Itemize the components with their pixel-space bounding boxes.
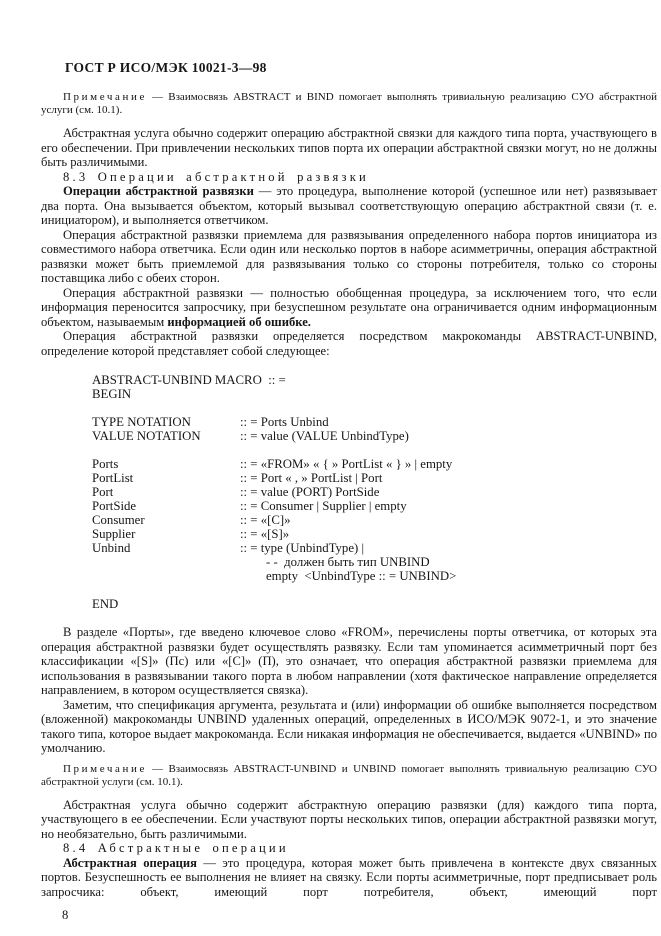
macro-definition: :: = value (VALUE UnbindType) (240, 429, 409, 443)
macro-term: Unbind (92, 541, 131, 555)
macro-productions-group (92, 457, 657, 583)
macro-notation-group (92, 415, 657, 443)
macro-term: TYPE NOTATION (92, 415, 191, 429)
section-heading-8-3: 8.3 Операции абстрактной развязки (63, 169, 369, 184)
macro-title-line: ABSTRACT-UNBIND MACRO :: = (92, 373, 286, 387)
paragraph-unbind-applicability: Операция абстрактной развязки приемлема для развязывания определенного набора портов инициатора из совместимого набора ответчика. Если один или несколько портов в наборе асимметричны, операция абстрактной развязки может быть приемлемой для развязывания только со стороны потребителя, только со стороны поставщика либо с обеих сторон. (41, 227, 657, 285)
macro-term: VALUE NOTATION (92, 429, 201, 443)
macro-definition: :: = type (UnbindType) | (240, 541, 365, 555)
asn1-macro-block (92, 373, 657, 611)
paragraph-macro-intro: Операция абстрактной развязки определяется посредством макрокоманды ABSTRACT-UNBIND, определение которой представляет собой следующее: (41, 329, 657, 358)
macro-definition: :: = «[S]» (240, 527, 290, 541)
paragraph-text: — это процедура, которая может быть привлечена в контексте двух связанных портов. Безуспешность ее выполнения не влияет на связку. Если порты асимметричные, порт предписывает роль запросчика: объект, имеющий порт потребителя, объект, имеющий порт (41, 855, 657, 899)
paragraph-text: — это процедура, выполнение которой (успешное или нет) развязывает два порта. Она вызывается объектом, который вызывал соответствующую операцию абстрактной связи (т. е. инициатором), и выполняется ответчиком. (41, 184, 657, 227)
page-number: 8 (62, 908, 69, 922)
note-abstract-bind (41, 91, 657, 117)
macro-term (92, 555, 240, 569)
section-heading-8-4: 8.4 Абстрактные операции (63, 841, 289, 855)
macro-definition: :: = value (PORT) PortSide (240, 485, 380, 499)
macro-row (92, 527, 657, 541)
text-block (41, 60, 657, 923)
macro-term: Ports (92, 457, 119, 471)
note-text: — Взаимосвязь ABSTRACT-UNBIND и UNBIND помогает выполнять тривиальную реализацию СУО абстрактной услуги (см. 10.1). (41, 762, 657, 788)
term-unbind-operations: Операции абстрактной развязки (63, 184, 254, 198)
macro-term: Supplier (92, 527, 136, 541)
macro-row (92, 457, 657, 471)
paragraph-spec-note: Заметим, что спецификация аргумента, результата и (или) информации об ошибке выполняется посредством (вложенной) макрокоманды UNBIND удаленных операций, определенных в ИСО/МЭК 9072-1, и это значение такого типа, которое выдает макрокоманда. Если никакая информация не обеспечивается, выдается «UNBIND» по умолчанию. (41, 697, 657, 755)
macro-definition: :: = Consumer | Supplier | empty (240, 499, 407, 513)
macro-comment-line: - - должен быть тип UNBIND (266, 555, 430, 569)
paragraph-bind-service: Абстрактная услуга обычно содержит операцию абстрактной связки для каждого типа порта, участвующего в его обеспечении. При привлечении нескольких типов порта их операции абстрактной связки могут, но не должны быть различимыми. (41, 126, 657, 169)
macro-row (92, 513, 657, 527)
paragraph-unbind-definition (41, 184, 657, 228)
macro-definition: :: = «FROM» « { » PortList « } » | empty (240, 457, 453, 471)
macro-definition: :: = Ports Unbind (240, 415, 329, 429)
standard-code-header: ГОСТ Р ИСО/МЭК 10021-3—98 (65, 60, 267, 75)
macro-row (92, 499, 657, 513)
macro-begin-line: BEGIN (92, 387, 132, 401)
paragraph-unbind-generalized (41, 286, 657, 330)
macro-definition: :: = Port « , » PortList | Port (240, 471, 383, 485)
term-error-information: информацией об ошибке. (167, 314, 311, 329)
macro-row (92, 429, 657, 443)
paragraph-abstract-operation (41, 856, 657, 900)
macro-row (92, 541, 657, 555)
macro-term: PortSide (92, 499, 137, 513)
macro-header-group (92, 373, 657, 401)
macro-term (92, 569, 240, 583)
macro-row (92, 415, 657, 429)
macro-row (92, 471, 657, 485)
macro-row (92, 485, 657, 499)
note-abstract-unbind (41, 763, 657, 789)
macro-continuation-line: empty <UnbindType :: = UNBIND> (266, 569, 457, 583)
note-prefix: Примечание (63, 91, 147, 103)
macro-definition: :: = «[C]» (240, 513, 291, 527)
paragraph-text: Операция абстрактной развязки — полностью обобщенная процедура, за исключением того, что если информация переносится запросчику, при безуспешном результате она ограничивается одним информационным объектом, называемым (41, 285, 657, 329)
macro-row (92, 569, 657, 583)
note-prefix: Примечание (63, 762, 147, 775)
term-abstract-operation: Абстрактная операция (63, 855, 197, 870)
macro-end-line: END (92, 597, 119, 611)
macro-term: PortList (92, 471, 134, 485)
paragraph-unbind-service: Абстрактная услуга обычно содержит абстрактную операцию развязки (для) каждого типа порта, участвующего в ее обеспечении. Если участвуют порты нескольких типов, операции абстрактной развязки могут, но необязательно, быть различимыми. (41, 797, 657, 841)
macro-term: Consumer (92, 513, 145, 527)
macro-term: Port (92, 485, 114, 499)
note-text: — Взаимосвязь ABSTRACT и BIND помогает выполнять тривиальную реализацию СУО абстрактной услуги (см. 10.1). (41, 91, 657, 116)
macro-row (92, 555, 657, 569)
paragraph-ports-section: В разделе «Порты», где введено ключевое слово «FROM», перечислены порты ответчика, от которых эта операция абстрактной развязки будет осуществлять развязку. Если там упоминается асимметричный порт без классификации «[S]» (Пс) или «[C]» (П), это означает, что операция абстрактной развязки приемлема для использования в развязывании такого порта в любом направлении (хотя фактическое направление определяется направлением, в котором осуществляется связка). (41, 625, 657, 697)
